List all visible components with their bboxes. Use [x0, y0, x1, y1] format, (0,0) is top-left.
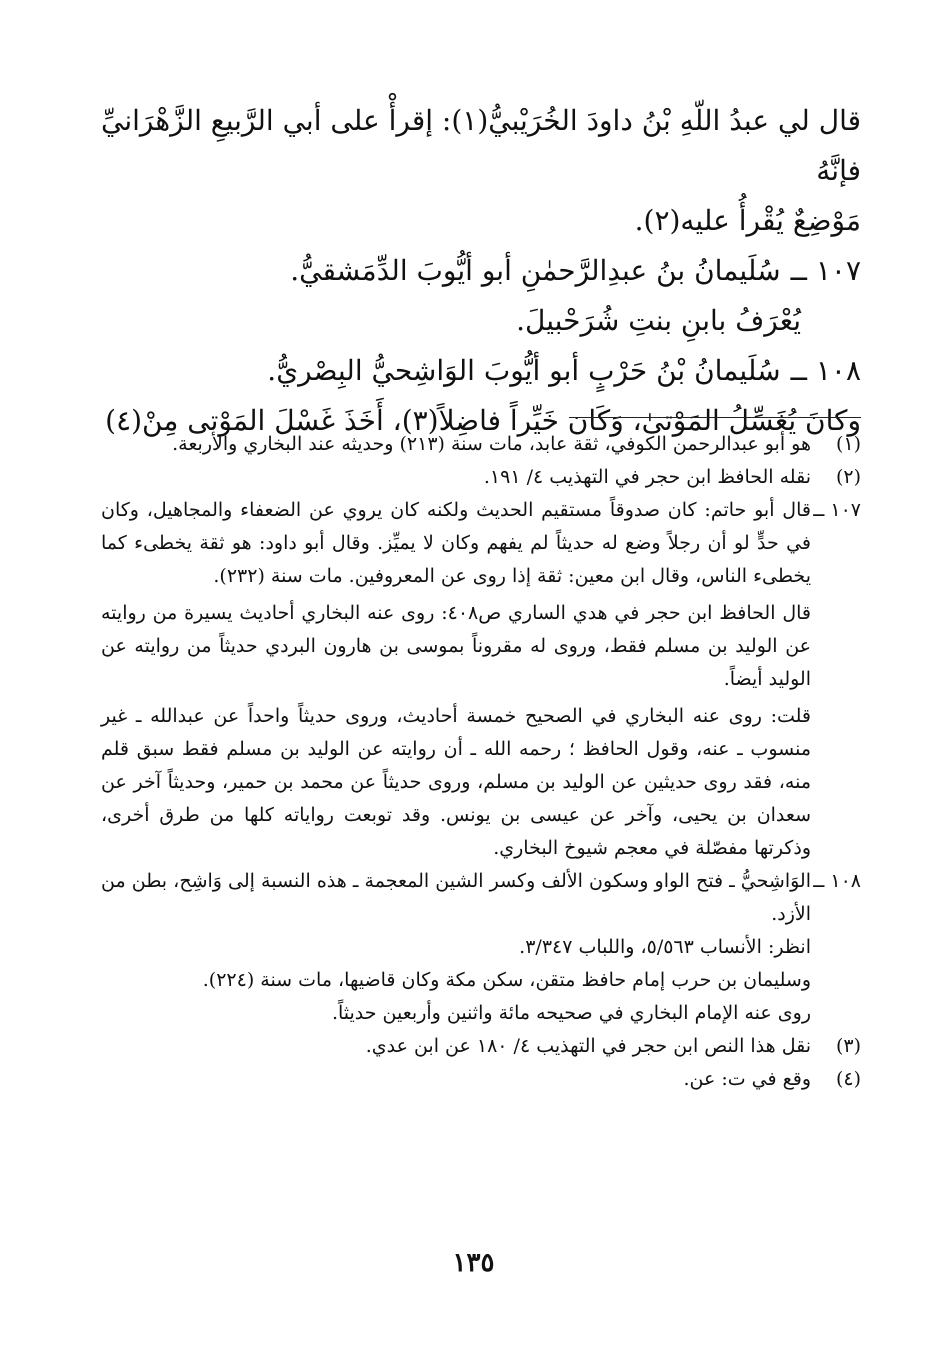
- footnote-1-label: (١): [835, 433, 861, 455]
- footnote-2-label: (٢): [835, 466, 861, 488]
- note-108-label: ١٠٨ ــ: [813, 870, 861, 892]
- footnote-3: [101, 1030, 861, 1063]
- note-107: [101, 494, 861, 865]
- footnote-separator: [569, 417, 861, 418]
- main-text: [101, 96, 861, 446]
- footnote-4: [101, 1063, 861, 1096]
- entry-108-text: وكانَ يُغَسِّلُ المَوْتىٰ، وَكَان خَيِّراً فاضِلاً(٣)، أَخَذَ غَسْلَ المَوْتى مِنْ(٤): [105, 404, 861, 437]
- footnotes: [101, 428, 861, 1096]
- note-108-paragraph: انظر: الأنساب ٥/٥٦٣، واللباب ٣/٣٤٧.: [519, 936, 811, 958]
- entry-108-title: سُلَيمانُ بْنُ حَرْبٍ أبو أيُّوبَ الوَاشِحيُّ البِصْريُّ.: [267, 354, 781, 387]
- footnote-4-text: وقع في ت: عن.: [683, 1068, 811, 1090]
- entry-107: [101, 246, 861, 296]
- intro-line-2: مَوْضِعٌ يُقْرأُ عليه(٢).: [634, 204, 861, 237]
- footnote-3-label: (٣): [835, 1035, 861, 1057]
- entry-108: [101, 346, 861, 396]
- note-107-label: ١٠٧ ــ: [813, 499, 861, 521]
- intro-line-1: قال لي عبدُ اللّهِ بْنُ داودَ الخُرَيْبيُّ(١): إقرأْ على أبي الرَّبيعِ الزَّهْرَانيِّ فإنَّهُ: [101, 104, 861, 187]
- footnote-3-text: نقل هذا النص ابن حجر في التهذيب ٤/ ١٨٠ عن ابن عدي.: [365, 1035, 811, 1057]
- note-108-paragraph: الوَاشِحيُّ ـ فتح الواو وسكون الألف وكسر الشين المعجمة ـ هذه النسبة إلى وَاشِح، بطن من الأزد.: [101, 870, 811, 925]
- footnote-2: [101, 461, 861, 494]
- page-number: ١٣٥: [452, 1248, 495, 1278]
- entry-107-subtitle: يُعْرَفُ بابنِ بنتِ شُرَحْبيلَ.: [516, 304, 801, 337]
- note-108-paragraph: روى عنه الإمام البخاري في صحيحه مائة واثنين وأربعين حديثاً.: [331, 1002, 811, 1024]
- note-107-paragraph: قال الحافظ ابن حجر في هدي الساري ص٤٠٨: روى عنه البخاري أحاديث يسيرة من روايته عن الوليد بن مسلم فقط، وروى له مقروناً بموسى بن هارون البردي حديثاً من روايته عن الوليد أيضاً.: [101, 602, 811, 690]
- entry-107-title: سُلَيمانُ بنُ عبدِالرَّحمٰنِ أبو أيُّوبَ الدِّمَشقيُّ.: [290, 254, 781, 287]
- footnote-4-label: (٤): [835, 1068, 861, 1090]
- footnote-2-text: نقله الحافظ ابن حجر في التهذيب ٤/ ١٩١.: [483, 466, 811, 488]
- note-107-paragraph: قلت: روى عنه البخاري في الصحيح خمسة أحاديث، وروى حديثاً واحداً عن عبدالله ـ غير منسوب ـ عنه، وقول الحافظ ؛ رحمه الله ـ أن روايته عن الوليد بن مسلم فقط سبق قلم منه، فقد روى حديثين عن الوليد بن مسلم، وروى حديثاً عن محمد بن حمير، وحديثاً آخر عن سعدان بن يحيى، وآخر عن عيسى بن يونس. وقد توبعت رواياته كلها من طرق أخرى، وذكرتها مفصّلة في معجم شيوخ البخاري.: [101, 705, 811, 859]
- note-108-paragraph: وسليمان بن حرب إمام حافظ متقن، سكن مكة وكان قاضيها، مات سنة (٢٢٤).: [202, 969, 811, 991]
- entry-107-number: ١٠٧ ــ: [790, 254, 861, 287]
- entry-108-number: ١٠٨ ــ: [790, 354, 861, 387]
- footnote-1-text: هو أبو عبدالرحمن الكوفي، ثقة عابد، مات سنة (٢١٣) وحديثه عند البخاري والأربعة.: [172, 433, 811, 455]
- note-107-paragraph: قال أبو حاتم: كان صدوقاً مستقيم الحديث ولكنه كان يروي عن الضعفاء والمجاهيل، وكان في حدٍّ لو أن رجلاً وضع له حديثاً لم يفهم وكان لا يميِّز. وقال أبو داود: هو ثقة يخطىء كما يخطىء الناس، وقال ابن معين: ثقة إذا روى عن المعروفين. مات سنة (٢٣٢).: [101, 499, 811, 587]
- footnote-1: [101, 428, 861, 461]
- note-108: [101, 865, 861, 1030]
